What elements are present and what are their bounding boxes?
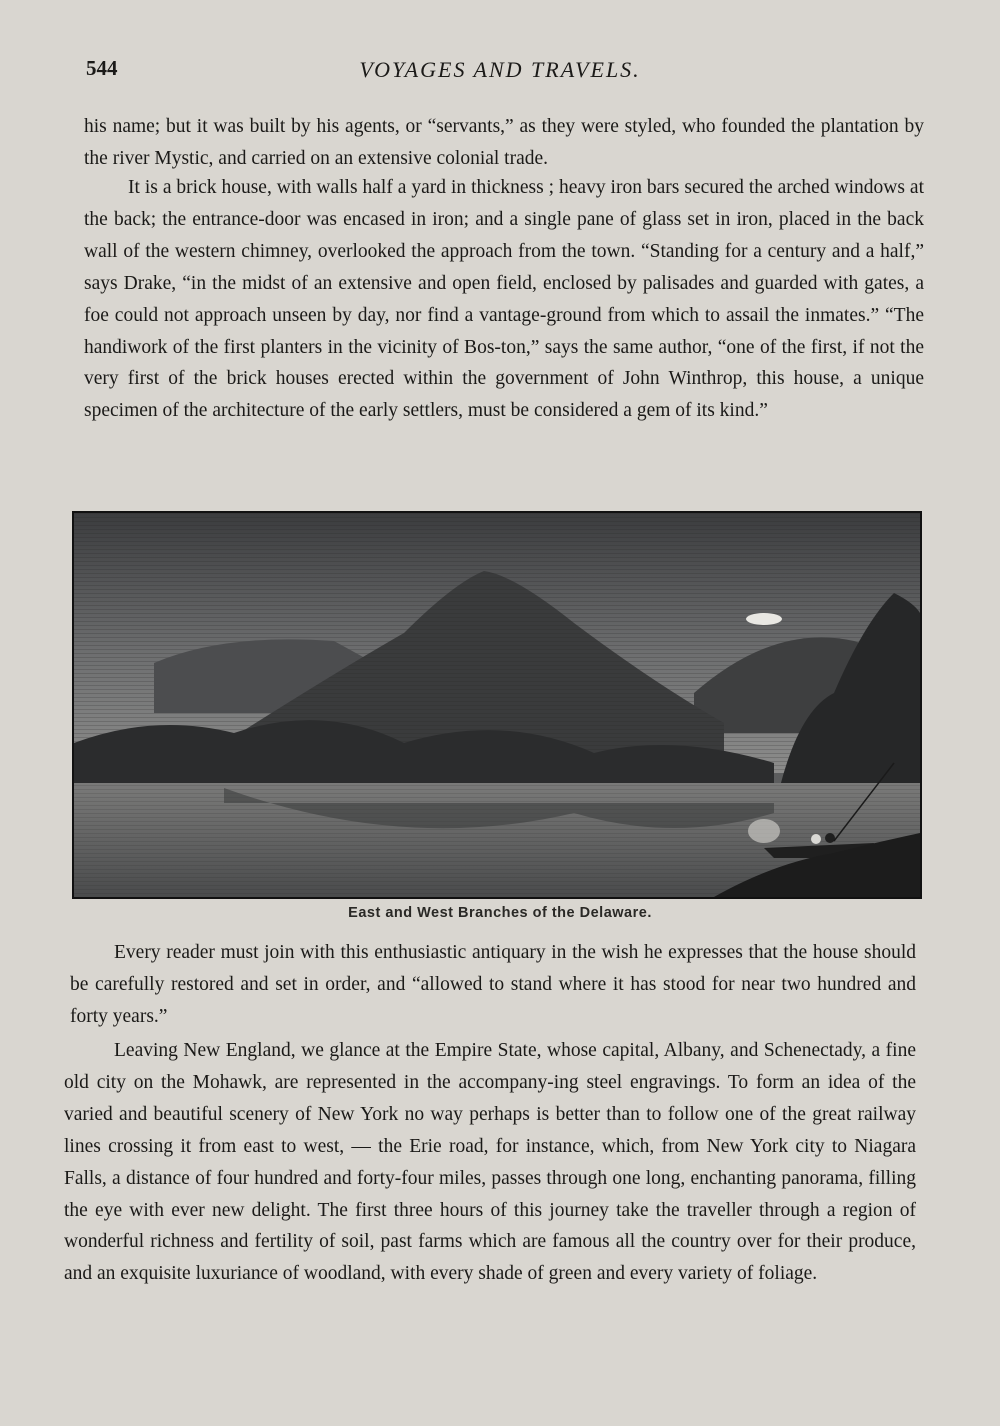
figure-caption: East and West Branches of the Delaware.	[348, 905, 652, 921]
page-number: 544	[86, 56, 118, 80]
engraving-illustration	[72, 511, 922, 899]
moon	[746, 613, 782, 625]
paragraph-1: his name; but it was built by his agents, or “servants,” as they were styled, who founded the plantation by the river Mystic, and carried on an extensive colonial trade.	[84, 116, 924, 169]
paragraph-3: Every reader must join with this enthusiastic antiquary in the wish he expresses that the house should be carefully restored and set in order, and “allowed to stand where it has stood for near two hundred and forty years.”	[70, 942, 916, 1027]
moon-reflection	[748, 819, 780, 843]
paragraph-2: It is a brick house, with walls half a yard in thickness ; heavy iron bars secured the arched windows at the back; the entrance-door was encased in iron; and a single pane of glass set in iron, placed in the back wall of the western chimney, overlooked the approach from the town. “Standing for a century and a half,” says Drake, “in the midst of an extensive and open field, enclosed by palisades and guarded with gates, a foe could not approach unseen by day, nor find a vantage-ground from which to assail the inmates.” “The handiwork of the first planters in the vicinity of Bos-ton,” says the same author, “one of the first, if not the very first of the brick houses erected within the government of John Winthrop, this house, a unique specimen of the architecture of the early settlers, must be considered a gem of its kind.”	[84, 177, 924, 422]
running-title: VOYAGES AND TRAVELS.	[359, 57, 641, 82]
landscape-engraving	[74, 513, 920, 897]
paragraph-4: Leaving New England, we glance at the Empire State, whose capital, Albany, and Schenectady, a fine old city on the Mohawk, are represented in the accompany-ing steel engravings. To form an idea of the varied and beautiful scenery of New York no way perhaps is better than to follow one of the great railway lines crossing it from east to west, — the Erie road, for instance, which, from New York city to Niagara Falls, a distance of four hundred and forty-four miles, passes through one long, enchanting panorama, filling the eye with ever new delight. The first three hours of this journey take the traveller through a region of wonderful richness and fertility of soil, past farms which are famous all the country over for their produce, and an exquisite luxuriance of woodland, with every shade of green and every variety of foliage.	[64, 1040, 916, 1285]
